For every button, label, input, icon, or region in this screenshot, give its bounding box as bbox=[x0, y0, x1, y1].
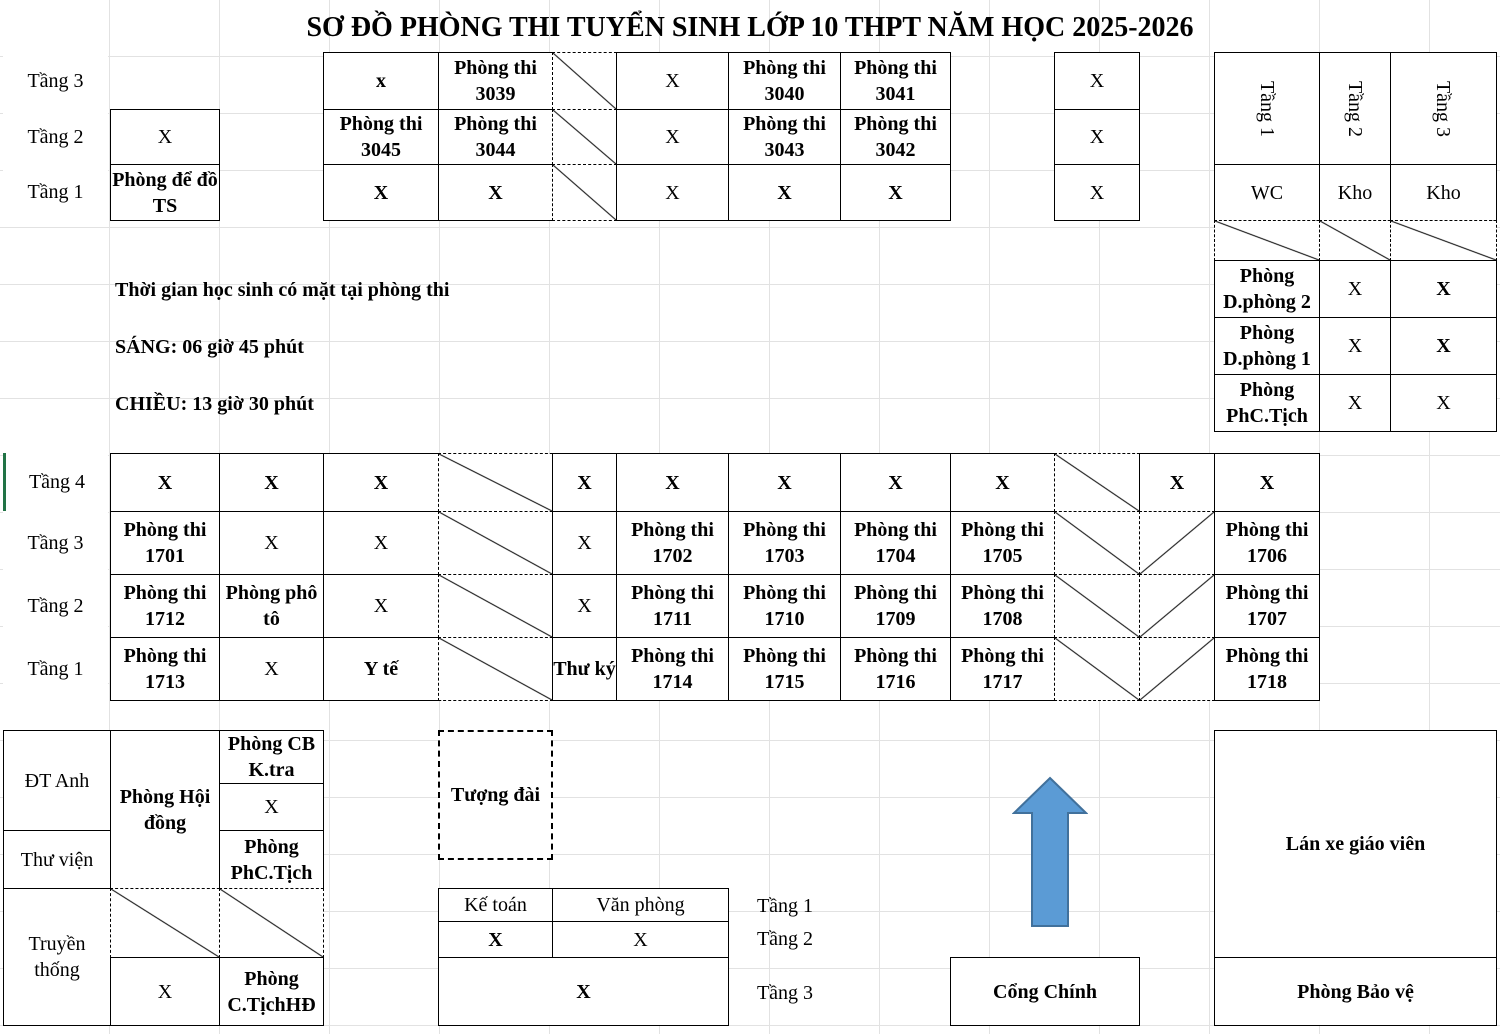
stairs-cell bbox=[219, 888, 324, 958]
floor-header: Tầng 1 bbox=[1214, 52, 1320, 165]
floor-label-a2: Tầng 2 bbox=[3, 109, 108, 164]
room-cell: X bbox=[110, 957, 220, 1026]
room-cell: X bbox=[950, 453, 1055, 512]
room-cell: X bbox=[323, 164, 439, 221]
room-cell: X bbox=[1054, 109, 1140, 165]
up-arrow-icon bbox=[1012, 776, 1088, 928]
stairs-cell bbox=[1139, 637, 1215, 701]
page-title: SƠ ĐỒ PHÒNG THI TUYỂN SINH LỚP 10 THPT NĂM HỌC 2025-2026 bbox=[306, 12, 1194, 43]
room-cell: X bbox=[1390, 260, 1497, 318]
room-cell: X bbox=[616, 109, 729, 165]
floor-header: Tầng 3 bbox=[1390, 52, 1497, 165]
floor-label-b4: Tầng 4 bbox=[3, 453, 108, 511]
room-cell: X bbox=[323, 453, 439, 512]
stairs-cell bbox=[1139, 574, 1215, 638]
room-cell: Phòng thi 1712 bbox=[110, 574, 220, 638]
room-cell: x bbox=[323, 52, 439, 110]
room-cell: X bbox=[1214, 453, 1320, 512]
stairs-cell bbox=[1214, 220, 1320, 261]
room-cell: X bbox=[1319, 260, 1391, 318]
room-cell: Kho bbox=[1390, 164, 1497, 221]
monument: Tượng đài bbox=[438, 730, 553, 860]
stairs-cell bbox=[438, 637, 553, 701]
room-cell: Phòng phô tô bbox=[219, 574, 324, 638]
notes-morning: SÁNG: 06 giờ 45 phút bbox=[115, 336, 304, 358]
room-cell: X bbox=[1054, 52, 1140, 110]
stairs-cell bbox=[1054, 511, 1140, 575]
stairs-cell bbox=[1139, 511, 1215, 575]
room-ke-toan: Kế toán bbox=[438, 888, 553, 922]
stairs-cell bbox=[110, 888, 220, 958]
room-cell: X bbox=[616, 453, 729, 512]
stairs-cell bbox=[552, 109, 617, 165]
room-cell: Phòng thi 1704 bbox=[840, 511, 951, 575]
room-cell: X bbox=[552, 574, 617, 638]
room-cell: Phòng D.phòng 2 bbox=[1214, 260, 1320, 318]
room-cell: Phòng thi 1709 bbox=[840, 574, 951, 638]
room-cell: X bbox=[840, 453, 951, 512]
room-c-tich-hd: Phòng C.TịchHĐ bbox=[219, 957, 324, 1026]
room-cell: X bbox=[728, 453, 841, 512]
room-phc-tich: Phòng PhC.Tịch bbox=[219, 830, 324, 889]
room-cell: X bbox=[552, 511, 617, 575]
stairs-cell bbox=[1319, 220, 1391, 261]
room-cell: Phòng thi 1710 bbox=[728, 574, 841, 638]
room-cell: X bbox=[438, 164, 553, 221]
room-cell: X bbox=[219, 637, 324, 701]
room-cell: X bbox=[1390, 317, 1497, 375]
room-cell: X bbox=[552, 453, 617, 512]
room-cell: Phòng D.phòng 1 bbox=[1214, 317, 1320, 375]
room-cell: X bbox=[616, 164, 729, 221]
room-cell: Phòng để đồ TS bbox=[110, 164, 220, 221]
room-cell: X bbox=[1139, 453, 1215, 512]
stairs-cell bbox=[1390, 220, 1497, 261]
room-cell: X bbox=[438, 921, 553, 958]
room-cell: X bbox=[1390, 374, 1497, 432]
room-cell: X bbox=[1319, 374, 1391, 432]
room-cell: WC bbox=[1214, 164, 1320, 221]
stairs-cell bbox=[552, 52, 617, 110]
room-cell: Phòng thi 1718 bbox=[1214, 637, 1320, 701]
room-cell: X bbox=[219, 511, 324, 575]
floor-label: Tầng 2 bbox=[756, 928, 814, 950]
room-cell: X bbox=[1054, 164, 1140, 221]
room-cell: X bbox=[219, 783, 324, 831]
room-cell: X bbox=[728, 164, 841, 221]
floor-header: Tầng 2 bbox=[1319, 52, 1391, 165]
room-cell: Phòng thi 1714 bbox=[616, 637, 729, 701]
room-cell: Phòng thi 1705 bbox=[950, 511, 1055, 575]
room-cell: Phòng thi 3043 bbox=[728, 109, 841, 165]
room-cell: X bbox=[1319, 317, 1391, 375]
room-cell: X bbox=[552, 921, 729, 958]
room-cell: Phòng thi 1701 bbox=[110, 511, 220, 575]
room-cell: Phòng thi 1715 bbox=[728, 637, 841, 701]
floor-label: Tầng 3 bbox=[756, 982, 814, 1004]
room-cell: X bbox=[323, 511, 439, 575]
room-cell: X bbox=[438, 957, 729, 1026]
stairs-cell bbox=[1054, 574, 1140, 638]
room-van-phong: Văn phòng bbox=[552, 888, 729, 922]
floor-label-a1: Tầng 1 bbox=[3, 164, 108, 220]
room-cell: X bbox=[219, 453, 324, 512]
room-cell: Phòng thi 3042 bbox=[840, 109, 951, 165]
main-gate: Cổng Chính bbox=[950, 957, 1140, 1026]
stairs-cell bbox=[438, 453, 553, 512]
floor-label: Tầng 1 bbox=[756, 895, 814, 917]
stairs-cell bbox=[552, 164, 617, 221]
room-cell: X bbox=[110, 109, 220, 165]
room-cell: Phòng thi 1706 bbox=[1214, 511, 1320, 575]
notes-afternoon: CHIỀU: 13 giờ 30 phút bbox=[115, 393, 314, 415]
guard-room: Phòng Bảo vệ bbox=[1214, 957, 1497, 1026]
room-hoi-dong: Phòng Hội đồng bbox=[110, 730, 220, 889]
room-cell: Phòng thi 1713 bbox=[110, 637, 220, 701]
teacher-parking: Lán xe giáo viên bbox=[1214, 730, 1497, 958]
notes-heading: Thời gian học sinh có mặt tại phòng thi bbox=[115, 279, 450, 301]
stairs-cell bbox=[438, 574, 553, 638]
room-cell: Phòng thi 1702 bbox=[616, 511, 729, 575]
room-cell: X bbox=[616, 52, 729, 110]
room-cell: Kho bbox=[1319, 164, 1391, 221]
room-cell: Phòng thi 3039 bbox=[438, 52, 553, 110]
room-cell: Phòng thi 3041 bbox=[840, 52, 951, 110]
stairs-cell bbox=[438, 511, 553, 575]
floor-label-a3: Tầng 3 bbox=[3, 52, 108, 109]
room-truyen-thong: Truyền thống bbox=[3, 888, 111, 1026]
room-cell: Phòng thi 3040 bbox=[728, 52, 841, 110]
room-cb-ktra: Phòng CB K.tra bbox=[219, 730, 324, 784]
room-cell: Phòng thi 1716 bbox=[840, 637, 951, 701]
floor-label-b3: Tầng 3 bbox=[3, 511, 108, 574]
room-cell: X bbox=[323, 574, 439, 638]
room-cell: Phòng thi 1708 bbox=[950, 574, 1055, 638]
room-thu-vien: Thư viện bbox=[3, 830, 111, 889]
room-cell: X bbox=[840, 164, 951, 221]
room-cell: Thư ký bbox=[552, 637, 617, 701]
floor-label-b1: Tầng 1 bbox=[3, 637, 108, 700]
room-dt-anh: ĐT Anh bbox=[3, 730, 111, 831]
floor-label-b2: Tầng 2 bbox=[3, 574, 108, 637]
stairs-cell bbox=[1054, 453, 1140, 512]
room-cell: Phòng thi 1707 bbox=[1214, 574, 1320, 638]
room-cell: Y tế bbox=[323, 637, 439, 701]
room-cell: Phòng thi 1711 bbox=[616, 574, 729, 638]
room-cell: X bbox=[110, 453, 220, 512]
room-cell: Phòng thi 3045 bbox=[323, 109, 439, 165]
room-cell: Phòng thi 1717 bbox=[950, 637, 1055, 701]
room-cell: Phòng thi 3044 bbox=[438, 109, 553, 165]
stairs-cell bbox=[1054, 637, 1140, 701]
room-cell: Phòng thi 1703 bbox=[728, 511, 841, 575]
room-cell: Phòng PhC.Tịch bbox=[1214, 374, 1320, 432]
